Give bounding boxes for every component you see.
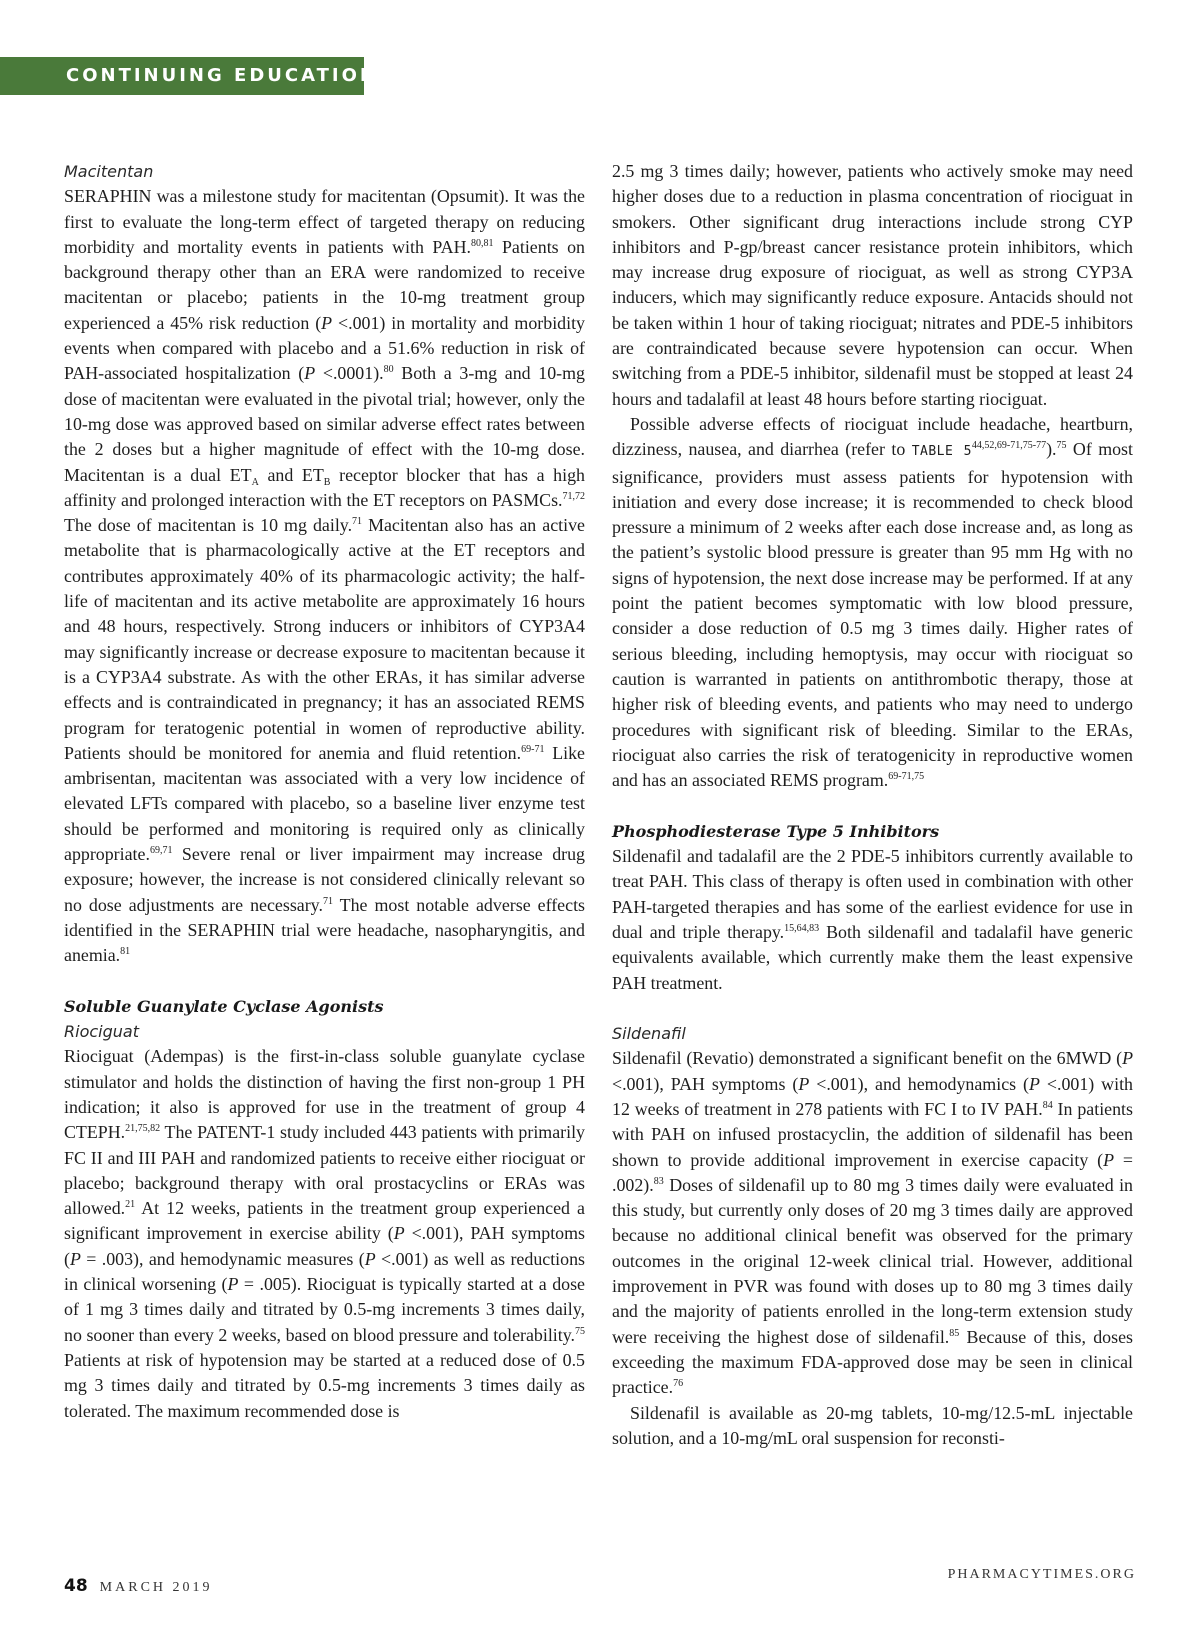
riociguat-subheading: Riociguat bbox=[64, 1022, 139, 1042]
sildenafil-formulations-paragraph: Sildenafil is available as 20-mg tablets, 10-mg/12.5-mL injectable solution, and a 10-mg/mL oral suspension for reconsti- bbox=[612, 1402, 1133, 1448]
table-reference-link[interactable]: TABLE 5 bbox=[911, 444, 972, 460]
macitentan-paragraph: SERAPHIN was a milestone study for macitentan (Opsumit). It was the first to evaluate the long-term effect of targeted therapy on reducing morbidity and mortality events in patients with PAH.$^{80,81}$ Patients on background therapy other than an ERA were randomized to receive macitentan or placebo; patients in the 10-mg treatment group experienced a 45% risk reduction (P <.001) in mortality and morbidity events when compared with placebo and a 51.6% reduction in risk of PAH-associated hospitalization (P <.0001).$^{80}$ Both a 3-mg and 10-mg dose of macitentan were evaluated in the pivotal trial; however, only the 10-mg dose was approved based on similar adverse effect rates between the 2 doses but a higher magnitude of effect with the 10-mg dose. Macitentan is a dual $ET_A$ and $ET_B$ receptor blocker that has a high affinity and prolonged interaction with the ET receptors on PASMCs.$^{71,72}$ The dose of macitentan is 10 mg daily.$^{71}$ Macitentan also has an active metabolite that is pharmacologically active at the ET receptors and contributes approximately 40% of its pharmacologic activity; the half-life of macitentan and its active metabolite are approximately 16 hours and 48 hours, respectively. Strong inducers or inhibitors of CYP3A4 may significantly increase or decrease exposure to macitentan because it is a CYP3A4 substrate. As with the other ERAs, it has similar adverse effects and is contraindicated in pregnancy; it has an associated REMS program for teratogenic potential in women of reproductive ability. Patients should be monitored for anemia and fluid retention.$^{69-71}$ Like ambrisentan, macitentan was associated with a very low incidence of elevated LFTs compared with placebo, so a baseline liver enzyme test should be performed and monitoring is required only as clinically appropriate.$^{69,71}$ Severe renal or liver impairment may increase drug exposure; however, the increase is not considered clinically relevant so no dose adjustments are necessary.$^{71}$ The most notable adverse effects identified in the SERAPHIN trial were headache, nasopharyngitis, and anemia.$^{81}$ bbox=[64, 186, 586, 966]
riociguat-adverse-effects-paragraph: Possible adverse effects of riociguat include headache, heartburn, dizziness, nausea, and diarrhea (refer to TABLE 5$^{44,52,69-71,75-77}$).$^{75}$ Of most significance, providers must assess patients for hypotension with initiation and every dose increase; it is recommended to check blood pressure a minimum of 2 weeks after each dose increase and, as long as the patient’s systolic blood pressure is greater than 95 mm Hg with no signs of hypotension, the next dose increase may be performed. If at any point the patient becomes symptomatic with low blood pressure, consider a dose reduction of 0.5 mg 3 times daily. Higher rates of serious bleeding, including hemoptysis, may occur with riociguat so caution is warranted in patients on antithrombotic therapy, those at higher risk of bleeding events, and patients who may need to undergo procedures with significant risk of bleeding. Similar to the ERAs, riociguat also carries the risk of teratogenicity in reproductive women and has an associated REMS program.$^{69-71,75}$ bbox=[612, 413, 1133, 791]
right-column bbox=[612, 159, 1133, 1451]
footer-left bbox=[64, 1576, 213, 1596]
issue-date: MARCH 2019 bbox=[99, 1580, 213, 1595]
macitentan-heading: Macitentan bbox=[64, 162, 154, 181]
left-column bbox=[64, 159, 585, 1424]
riociguat-continued-paragraph: 2.5 mg 3 times daily; however, patients who actively smoke may need higher doses due to a reduction in plasma concentration of riociguat in smokers. Other significant drug interactions include strong CYP inhibitors and P-gp/breast cancer resistance protein inhibitors, which may increase drug exposure of riociguat, as well as strong CYP3A inducers, which may significantly reduce exposure. Antacids should not be taken within 1 hour of taking riociguat; nitrates and PDE-5 inhibitors are contraindicated because severe hypotension can occur. When switching from a PDE-5 inhibitor, sildenafil must be stopped at least 24 hours and tadalafil at least 48 hours before starting riociguat. bbox=[612, 161, 1133, 409]
website-url[interactable]: PHARMACYTIMES.ORG bbox=[947, 1567, 1136, 1582]
riociguat-paragraph: Riociguat (Adempas) is the first-in-class soluble guanylate cyclase stimulator and holds the distinction of having the first non-group 1 PH indication; it also is approved for use in the treatment of group 4 CTEPH.$^{21,75,82}$ The PATENT-1 study included 443 patients with primarily FC II and III PAH and randomized patients to receive either riociguat or placebo; background therapy with oral prostacyclins or ERAs was allowed.$^{21}$ At 12 weeks, patients in the treatment group experienced a significant improvement in exercise ability (P <.001), PAH symptoms (P = .003), and hemodynamic measures (P <.001) as well as reductions in clinical worsening (P = .005). Riociguat is typically started at a dose of 1 mg 3 times daily and titrated by 0.5-mg increments 3 times daily, no sooner than every 2 weeks, based on blood pressure and tolerability.$^{75}$ Patients at risk of hypotension may be started at a reduced dose of 0.5 mg 3 times daily and titrated by 0.5-mg increments 3 times daily as tolerated. The maximum recommended dose is bbox=[64, 1046, 586, 1421]
sildenafil-paragraph: Sildenafil (Revatio) demonstrated a significant benefit on the 6MWD (P <.001), PAH symptoms (P <.001), and hemodynamics (P <.001) with 12 weeks of treatment in 278 patients with FC I to IV PAH.$^{84}$ In patients with PAH on infused prostacyclin, the addition of sildenafil has been shown to provide additional improvement in exercise capacity (P = .002).$^{83}$ Doses of sildenafil up to 80 mg 3 times daily were evaluated in this study, but currently only doses of 20 mg 3 times daily are approved because no additional clinical benefit was observed for the primary outcomes in the original 12-week clinical trial. However, additional improvement in PVR was found with doses up to 80 mg 3 times daily and the majority of patients enrolled in the long-term extension study were receiving the highest dose of sildenafil.$^{85}$ Because of this, doses exceeding the maximum FDA-approved dose may be seen in clinical practice.$^{76}$ bbox=[612, 1048, 1134, 1398]
sildenafil-subheading: Sildenafil bbox=[612, 1024, 686, 1044]
page-number: 48 bbox=[64, 1576, 88, 1596]
pde5-heading: Phosphodiesterase Type 5 Inhibitors bbox=[612, 821, 940, 841]
pde5-paragraph: Sildenafil and tadalafil are the 2 PDE-5 inhibitors currently available to treat PAH. This class of therapy is often used in combination with other PAH-targeted therapies and has some of the earliest evidence for use in dual and triple therapy.$^{15,64,83}$ Both sildenafil and tadalafil have generic equivalents available, which currently make them the least expensive PAH treatment. bbox=[612, 846, 1133, 993]
sgc-agonists-heading: Soluble Guanylate Cyclase Agonists bbox=[64, 996, 384, 1016]
section-banner: CONTINUING EDUCATION bbox=[0, 57, 364, 95]
